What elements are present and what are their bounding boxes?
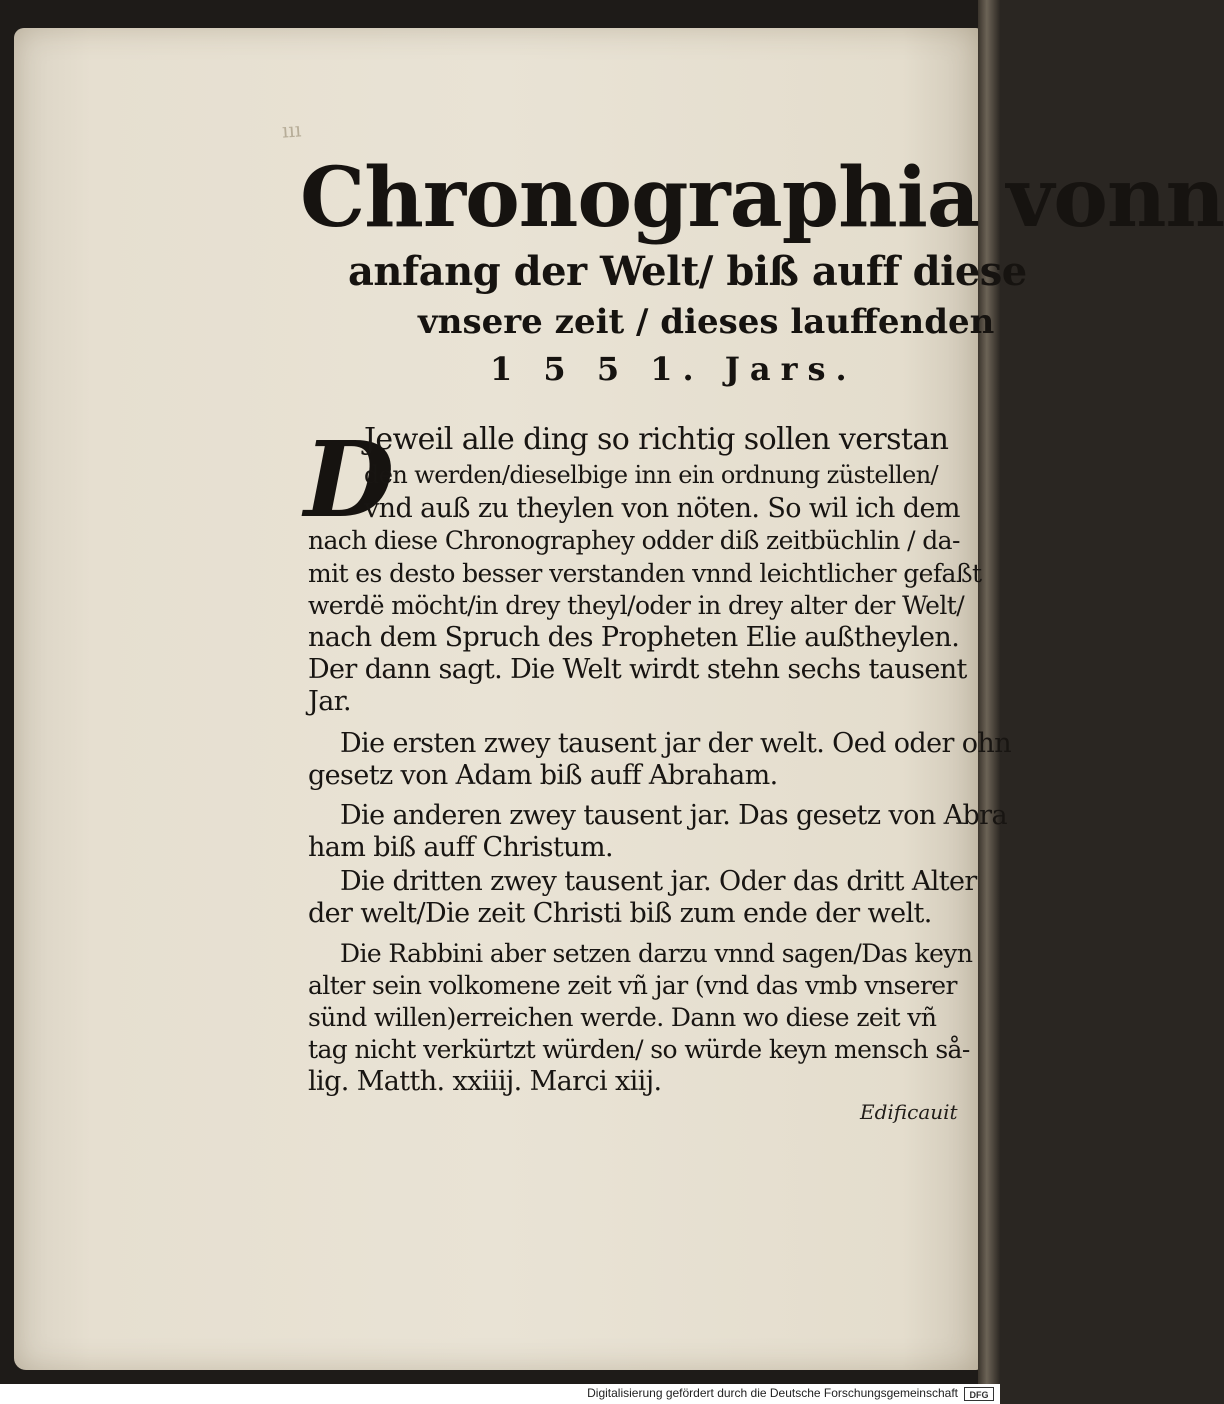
body-line-11: gesetz von Adam biß auff Abraham.	[308, 760, 778, 791]
body-line-4: nach diese Chronographey odder diß zeitbüchlin / da-	[308, 526, 960, 555]
folio-ghost-mark: ııı	[281, 117, 303, 143]
title-line-4: 1 5 5 1. Jars.	[490, 350, 857, 388]
drop-capital: D	[304, 418, 395, 541]
title-line-1: Chronographia vonn	[300, 150, 1224, 246]
title-line-3: vnsere zeit / dieses lauffenden	[418, 302, 995, 342]
body-line-19: tag nicht verkürtzt würden/ so würde keyn mensch så-	[308, 1035, 970, 1064]
body-line-18: sünd willen)erreichen werde. Dann wo diese zeit vñ	[308, 1003, 937, 1032]
body-line-12: Die anderen zwey tausent jar. Das gesetz von Abra	[340, 800, 1007, 831]
funding-credit: Digitalisierung gefördert durch die Deutsche Forschungsgemeinschaft	[587, 1386, 958, 1400]
body-line-1: Jeweil alle ding so richtig sollen verstan	[364, 422, 949, 457]
body-line-6: werdë möcht/in drey theyl/oder in drey alter der Welt/	[308, 591, 965, 620]
dfg-logo: DFG	[964, 1387, 994, 1401]
body-line-17: alter sein volkomene zeit vñ jar (vnd das vmb vnserer	[308, 971, 957, 1000]
body-line-7: nach dem Spruch des Propheten Elie außtheylen.	[308, 622, 960, 653]
body-line-8: Der dann sagt. Die Welt wirdt stehn sechs tausent	[308, 654, 967, 685]
body-line-16: Die Rabbini aber setzen darzu vnnd sagen/Das keyn	[340, 939, 973, 968]
body-line-13: ham biß auff Christum.	[308, 832, 613, 863]
body-line-14: Die dritten zwey tausent jar. Oder das dritt Alter	[340, 866, 977, 897]
catchword: Edificauit	[860, 1100, 958, 1124]
title-line-2: anfang der Welt/ biß auff diese	[348, 248, 1027, 295]
body-line-3: vnd auß zu theylen von nöten. So wil ich dem	[364, 493, 960, 524]
body-line-9: Jar.	[308, 686, 352, 717]
body-line-15: der welt/Die zeit Christi biß zum ende der welt.	[308, 898, 932, 929]
body-line-10: Die ersten zwey tausent jar der welt. Oed oder ohn	[340, 728, 1011, 759]
body-line-20: lig. Matth. xxiiij. Marci xiij.	[308, 1066, 662, 1097]
body-line-5: mit es desto besser verstanden vnnd leichtlicher gefaßt	[308, 559, 982, 588]
body-line-2: den werden/dieselbige inn ein ordnung züstellen/	[364, 461, 939, 489]
footer-bar	[0, 1384, 1000, 1404]
